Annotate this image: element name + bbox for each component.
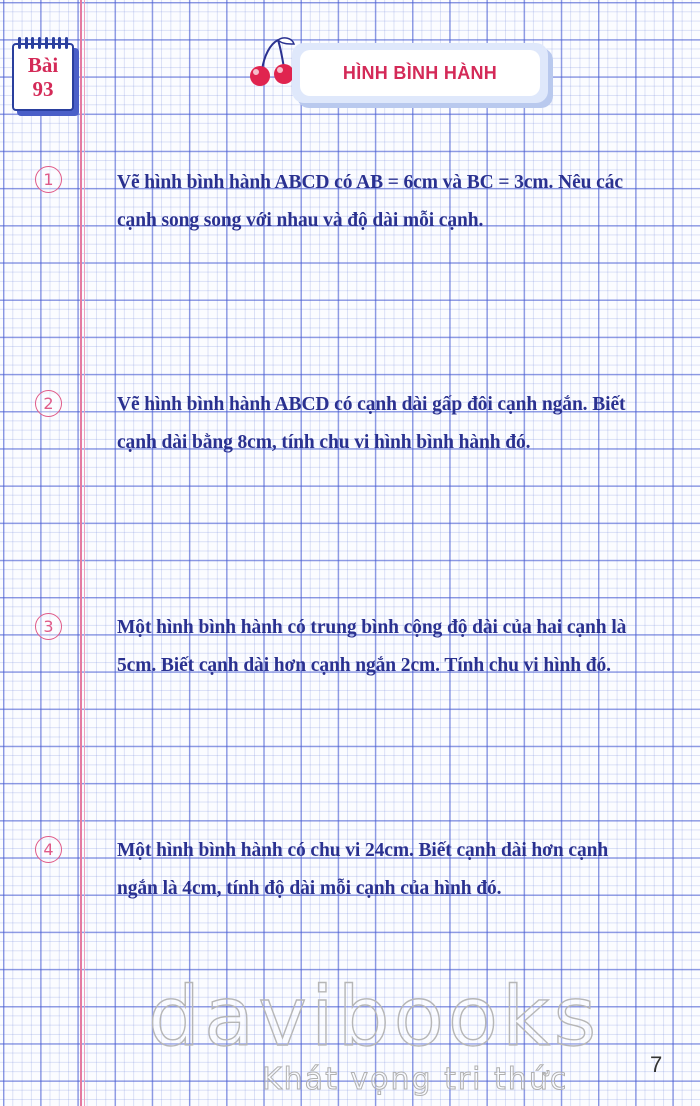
lesson-badge <box>12 43 74 111</box>
exercise-line: cạnh dài bằng 8cm, tính chu vi hình bình hành đó. <box>117 431 531 453</box>
margin-line-inner <box>84 0 85 1106</box>
page-title: HÌNH BÌNH HÀNH <box>300 50 540 96</box>
exercise-line: Vẽ hình bình hành ABCD có AB = 6cm và BC = 3cm. Nêu các <box>117 172 623 193</box>
lesson-number: 93 <box>32 77 54 101</box>
exercise-text <box>117 386 685 461</box>
exercise-text <box>117 832 685 907</box>
exercise-line: cạnh song song với nhau và độ dài mỗi cạnh. <box>117 209 484 231</box>
exercise-number: 4 <box>35 836 62 863</box>
exercise-line: Một hình bình hành có trung bình cộng độ dài của hai cạnh là <box>117 617 627 638</box>
exercise-number: 3 <box>35 613 62 640</box>
watermark-brand: davibooks <box>148 970 601 1065</box>
exercise-number: 1 <box>35 166 62 193</box>
margin-line <box>80 0 82 1106</box>
cherry-icon <box>240 36 300 88</box>
exercise-line: ngắn là 4cm, tính độ dài mỗi cạnh của hình đó. <box>117 877 502 899</box>
notepad-spiral-icon <box>18 37 68 49</box>
page-number: 7 <box>650 1052 663 1077</box>
exercise-line: 5cm. Biết cạnh dài hơn cạnh ngắn 2cm. Tính chu vi hình đó. <box>117 654 611 676</box>
lesson-label: Bài <box>27 53 59 77</box>
exercise-number: 2 <box>35 390 62 417</box>
watermark-tagline: Khát vọng tri thức <box>262 1062 569 1097</box>
exercise-line: Một hình bình hành có chu vi 24cm. Biết cạnh dài hơn cạnh <box>117 840 609 861</box>
exercise-text <box>117 164 685 239</box>
exercise-text <box>117 609 685 684</box>
exercise-line: Vẽ hình bình hành ABCD có cạnh dài gấp đôi cạnh ngắn. Biết <box>117 394 626 415</box>
title-box <box>292 43 548 103</box>
